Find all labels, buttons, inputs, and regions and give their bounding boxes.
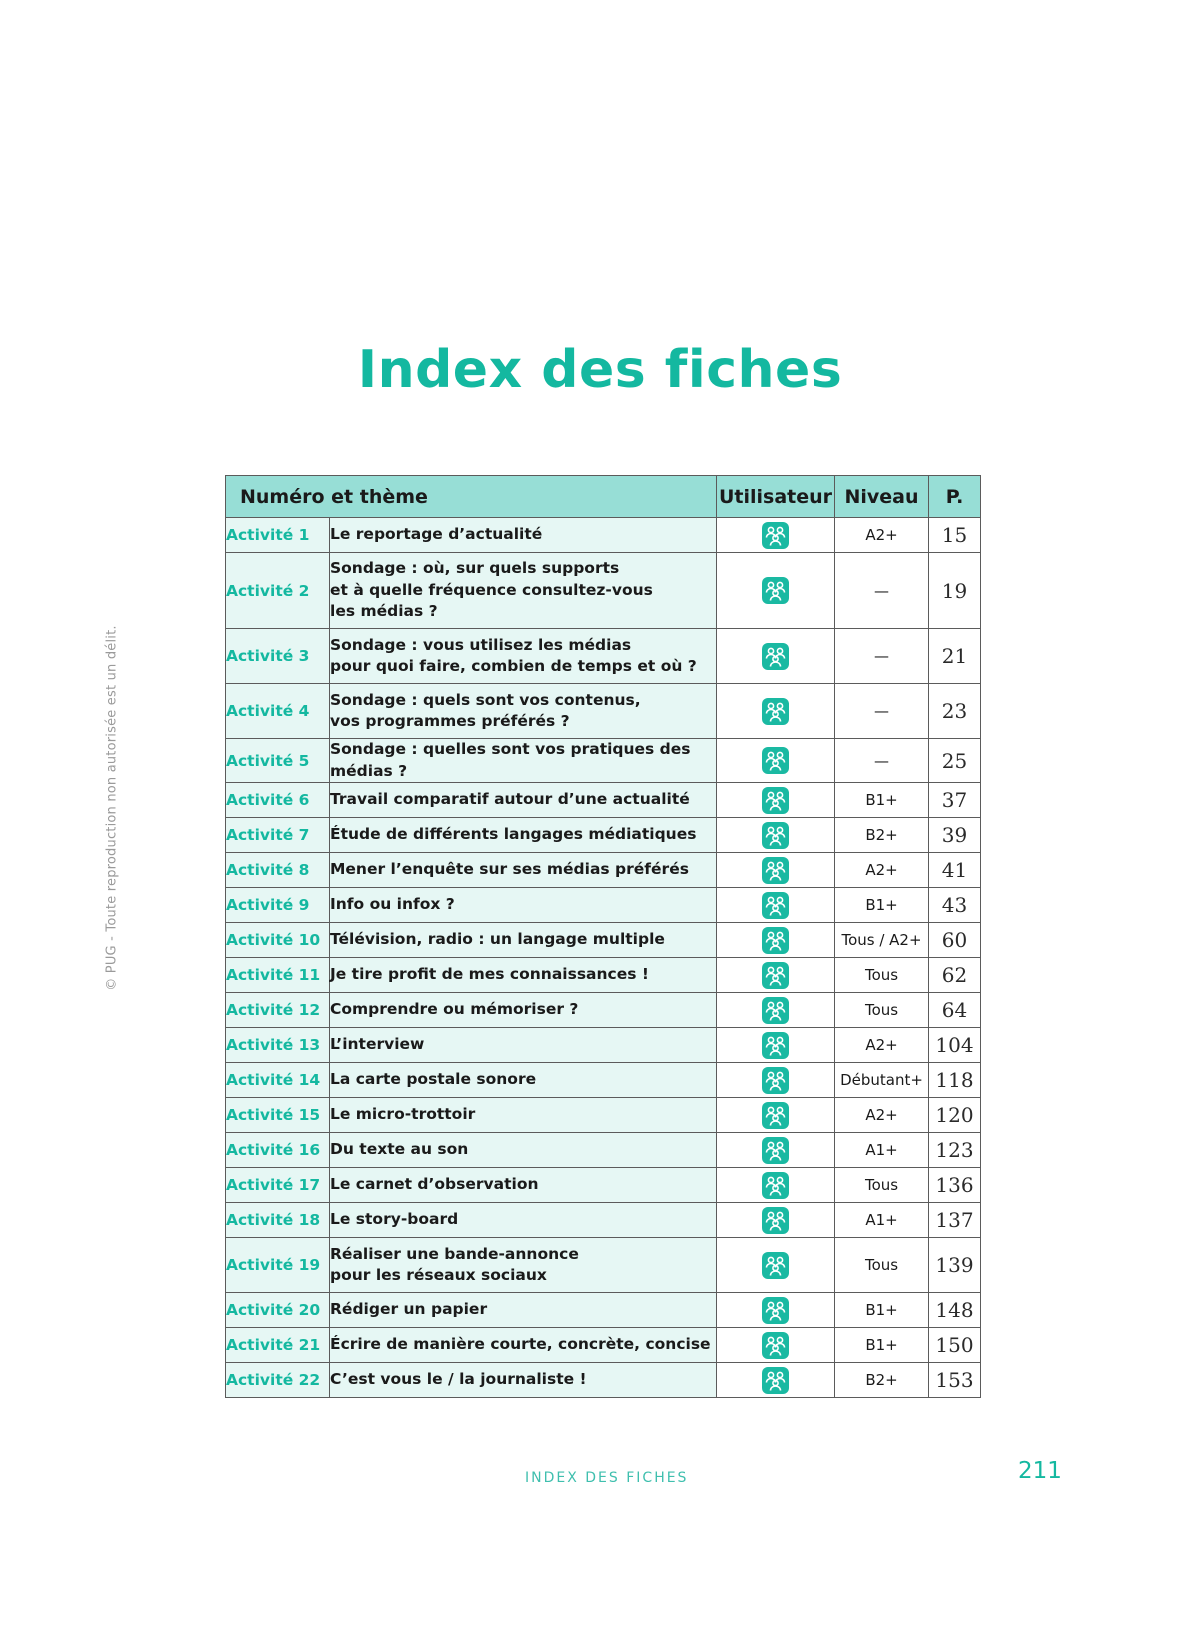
theme-line: vos programmes préférés ?: [330, 712, 570, 730]
activity-theme: [330, 783, 717, 818]
user-cell: [717, 1098, 835, 1133]
theme-line: Sondage : quelles sont vos pratiques des médias ?: [330, 740, 691, 780]
activity-number: Activité 3: [226, 629, 330, 684]
page-ref: 62: [929, 958, 981, 993]
activity-number: Activité 20: [226, 1293, 330, 1328]
theme-line: Sondage : quels sont vos contenus,: [330, 690, 641, 709]
page-ref: 60: [929, 923, 981, 958]
header-user: Utilisateur: [717, 476, 835, 518]
group-icon: [762, 577, 789, 604]
user-cell: [717, 853, 835, 888]
activity-theme: [330, 739, 717, 783]
page-ref: 39: [929, 818, 981, 853]
table-row: [226, 1203, 981, 1238]
theme-line: Étude de différents langages médiatiques: [330, 825, 697, 844]
group-icon: [762, 997, 789, 1024]
theme-line: Le reportage d’actualité: [330, 525, 543, 544]
user-cell: [717, 1063, 835, 1098]
page-ref: 64: [929, 993, 981, 1028]
table-row: [226, 923, 981, 958]
theme-line: pour quoi faire, combien de temps et où ?: [330, 657, 697, 675]
theme-line: L’interview: [330, 1035, 425, 1054]
user-cell: [717, 1293, 835, 1328]
table-row: [226, 783, 981, 818]
theme-line: Le story-board: [330, 1210, 459, 1229]
level-cell: Débutant+: [835, 1063, 929, 1098]
table-row: [226, 1028, 981, 1063]
group-icon: [762, 822, 789, 849]
user-cell: [717, 993, 835, 1028]
activity-number: Activité 17: [226, 1168, 330, 1203]
page-ref: 150: [929, 1328, 981, 1363]
level-cell: Tous: [835, 958, 929, 993]
activity-theme: [330, 1133, 717, 1168]
theme-line: Écrire de manière courte, concrète, concise: [330, 1335, 711, 1354]
page-ref: 136: [929, 1168, 981, 1203]
level-cell: Tous: [835, 1238, 929, 1293]
table-row: [226, 629, 981, 684]
user-cell: [717, 684, 835, 739]
activity-number: Activité 5: [226, 739, 330, 783]
theme-line: Du texte au son: [330, 1140, 469, 1159]
group-icon: [762, 1207, 789, 1234]
activity-number: Activité 9: [226, 888, 330, 923]
group-icon: [762, 1172, 789, 1199]
level-cell: A2+: [835, 518, 929, 553]
theme-line: Mener l’enquête sur ses médias préférés: [330, 860, 689, 879]
user-cell: [717, 739, 835, 783]
group-icon: [762, 892, 789, 919]
level-cell: Tous: [835, 1168, 929, 1203]
page-ref: 137: [929, 1203, 981, 1238]
activity-theme: [330, 684, 717, 739]
table-row: [226, 1363, 981, 1398]
activity-number: Activité 14: [226, 1063, 330, 1098]
page-ref: 123: [929, 1133, 981, 1168]
footer-section-label: INDEX DES FICHES: [525, 1470, 689, 1486]
table-row: [226, 1133, 981, 1168]
table-row: [226, 553, 981, 629]
user-cell: [717, 1028, 835, 1063]
user-cell: [717, 888, 835, 923]
theme-line: et à quelle fréquence consultez-vous: [330, 580, 653, 599]
activity-theme: [330, 853, 717, 888]
level-cell: B1+: [835, 888, 929, 923]
level-cell: Tous / A2+: [835, 923, 929, 958]
user-cell: [717, 818, 835, 853]
group-icon: [762, 1137, 789, 1164]
user-cell: [717, 1363, 835, 1398]
activity-number: Activité 19: [226, 1238, 330, 1293]
group-icon: [762, 747, 789, 774]
activity-theme: [330, 1328, 717, 1363]
activity-number: Activité 2: [226, 553, 330, 629]
activity-theme: [330, 629, 717, 684]
activity-theme: [330, 1238, 717, 1293]
group-icon: [762, 522, 789, 549]
theme-line: C’est vous le / la journaliste !: [330, 1370, 587, 1389]
page-number: 211: [1018, 1458, 1062, 1484]
activity-theme: [330, 518, 717, 553]
header-level: Niveau: [835, 476, 929, 518]
activity-theme: [330, 888, 717, 923]
group-icon: [762, 857, 789, 884]
level-cell: A2+: [835, 853, 929, 888]
group-icon: [762, 643, 789, 670]
table-row: [226, 1168, 981, 1203]
page-ref: 104: [929, 1028, 981, 1063]
table-body: [226, 518, 981, 1398]
activity-theme: [330, 1203, 717, 1238]
level-cell: B2+: [835, 1363, 929, 1398]
theme-line: Le carnet d’observation: [330, 1175, 539, 1194]
activity-number: Activité 8: [226, 853, 330, 888]
activity-theme: [330, 1363, 717, 1398]
page-ref: 41: [929, 853, 981, 888]
level-cell: B1+: [835, 1328, 929, 1363]
level-cell: A2+: [835, 1028, 929, 1063]
activity-theme: [330, 1098, 717, 1133]
activity-theme: [330, 993, 717, 1028]
page-ref: 120: [929, 1098, 981, 1133]
level-cell: B1+: [835, 1293, 929, 1328]
theme-line: les médias ?: [330, 602, 438, 621]
activity-number: Activité 1: [226, 518, 330, 553]
activity-theme: [330, 958, 717, 993]
table-row: [226, 1063, 981, 1098]
level-cell: —: [835, 553, 929, 629]
table-row: [226, 818, 981, 853]
level-cell: A1+: [835, 1203, 929, 1238]
group-icon: [762, 1367, 789, 1394]
activity-number: Activité 6: [226, 783, 330, 818]
page-ref: 15: [929, 518, 981, 553]
page-ref: 148: [929, 1293, 981, 1328]
activity-number: Activité 7: [226, 818, 330, 853]
activity-number: Activité 13: [226, 1028, 330, 1063]
group-icon: [762, 698, 789, 725]
activity-theme: [330, 553, 717, 629]
page-ref: 19: [929, 553, 981, 629]
activity-number: Activité 4: [226, 684, 330, 739]
group-icon: [762, 787, 789, 814]
table-row: [226, 993, 981, 1028]
page-ref: 43: [929, 888, 981, 923]
theme-line: pour les réseaux sociaux: [330, 1266, 547, 1284]
group-icon: [762, 1102, 789, 1129]
activity-number: Activité 12: [226, 993, 330, 1028]
group-icon: [762, 927, 789, 954]
table-row: [226, 1293, 981, 1328]
theme-line: Le micro-trottoir: [330, 1105, 476, 1124]
theme-line: Sondage : vous utilisez les médias: [330, 635, 632, 654]
group-icon: [762, 1032, 789, 1059]
activity-number: Activité 10: [226, 923, 330, 958]
theme-line: Comprendre ou mémoriser ?: [330, 1000, 579, 1019]
activity-theme: [330, 1168, 717, 1203]
page-ref: 139: [929, 1238, 981, 1293]
level-cell: A1+: [835, 1133, 929, 1168]
level-cell: B2+: [835, 818, 929, 853]
user-cell: [717, 923, 835, 958]
page-ref: 23: [929, 684, 981, 739]
theme-line: Télévision, radio : un langage multiple: [330, 930, 665, 949]
page-ref: 118: [929, 1063, 981, 1098]
page-title: Index des fiches: [357, 340, 843, 400]
table-header-row: [226, 476, 981, 518]
theme-line: Je tire profit de mes connaissances !: [330, 965, 649, 984]
table-row: [226, 739, 981, 783]
table-row: [226, 958, 981, 993]
copyright-notice: © PUG - Toute reproduction non autorisée est un délit.: [104, 625, 120, 991]
user-cell: [717, 1238, 835, 1293]
theme-line: Info ou infox ?: [330, 895, 455, 914]
theme-line: La carte postale sonore: [330, 1070, 537, 1089]
table-row: [226, 684, 981, 739]
header-theme: Numéro et thème: [226, 476, 717, 518]
index-table: [225, 475, 981, 1398]
theme-line: Rédiger un papier: [330, 1300, 488, 1319]
theme-line: Réaliser une bande-annonce: [330, 1244, 579, 1263]
table-row: [226, 518, 981, 553]
theme-line: Sondage : où, sur quels supports: [330, 559, 620, 578]
activity-theme: [330, 1293, 717, 1328]
user-cell: [717, 1203, 835, 1238]
level-cell: Tous: [835, 993, 929, 1028]
group-icon: [762, 1332, 789, 1359]
group-icon: [762, 1067, 789, 1094]
page-ref: 37: [929, 783, 981, 818]
level-cell: —: [835, 739, 929, 783]
level-cell: —: [835, 629, 929, 684]
activity-number: Activité 15: [226, 1098, 330, 1133]
table-row: [226, 853, 981, 888]
page-ref: 153: [929, 1363, 981, 1398]
group-icon: [762, 1297, 789, 1324]
activity-number: Activité 21: [226, 1328, 330, 1363]
level-cell: —: [835, 684, 929, 739]
table-row: [226, 1328, 981, 1363]
user-cell: [717, 1133, 835, 1168]
user-cell: [717, 958, 835, 993]
activity-theme: [330, 818, 717, 853]
activity-theme: [330, 1063, 717, 1098]
user-cell: [717, 553, 835, 629]
activity-number: Activité 18: [226, 1203, 330, 1238]
activity-theme: [330, 1028, 717, 1063]
table-row: [226, 1238, 981, 1293]
table-row: [226, 888, 981, 923]
activity-number: Activité 11: [226, 958, 330, 993]
user-cell: [717, 518, 835, 553]
header-page: P.: [929, 476, 981, 518]
activity-number: Activité 22: [226, 1363, 330, 1398]
level-cell: B1+: [835, 783, 929, 818]
theme-line: Travail comparatif autour d’une actualité: [330, 790, 690, 809]
activity-number: Activité 16: [226, 1133, 330, 1168]
user-cell: [717, 1168, 835, 1203]
group-icon: [762, 962, 789, 989]
page-ref: 25: [929, 739, 981, 783]
user-cell: [717, 783, 835, 818]
user-cell: [717, 629, 835, 684]
level-cell: A2+: [835, 1098, 929, 1133]
user-cell: [717, 1328, 835, 1363]
group-icon: [762, 1252, 789, 1279]
activity-theme: [330, 923, 717, 958]
table-row: [226, 1098, 981, 1133]
page-ref: 21: [929, 629, 981, 684]
